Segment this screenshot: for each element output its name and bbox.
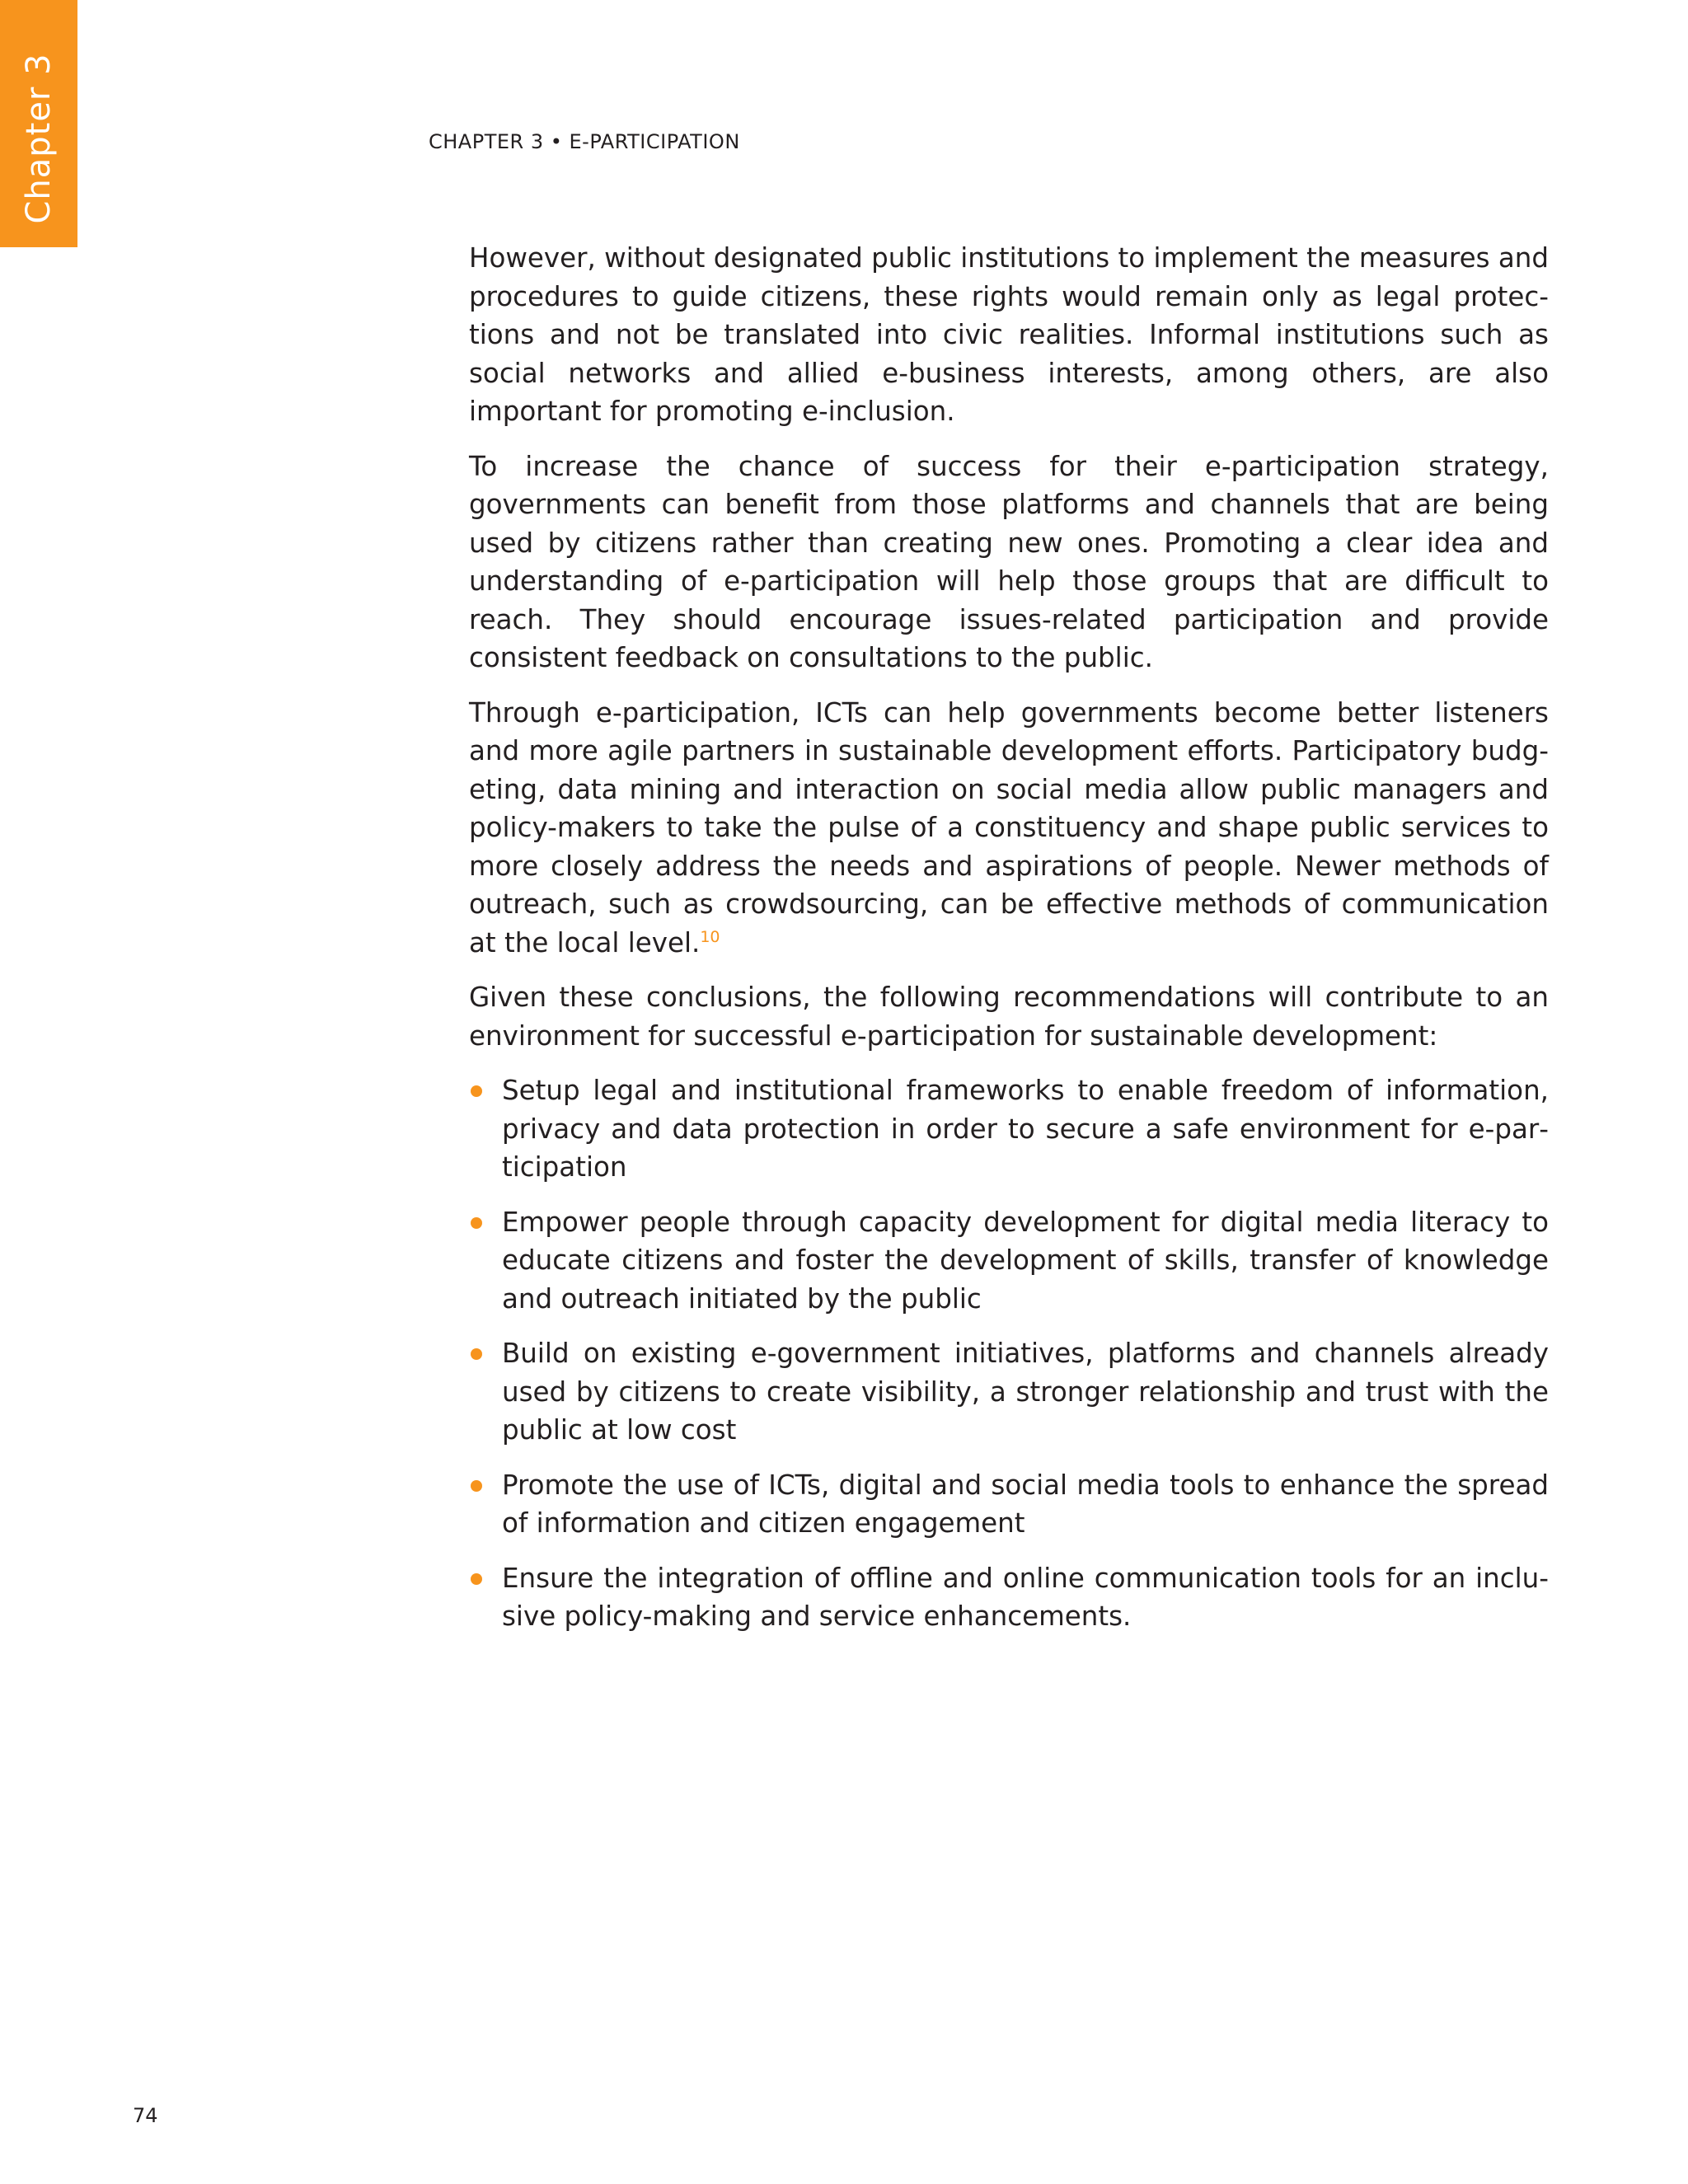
list-item-text: Setup legal and institutional frameworks to enable freedom of information, privacy and data protection in order to secure a safe environment for e-participation <box>502 1075 1549 1183</box>
paragraph-text: Through e-participation, ICTs can help governments become better listeners and more agile partners in sustainable development efforts. Participatory budgeting, data mining and interaction on social media allow public managers and policy-makers to take the pulse of a constituency and shape public services to more closely address the needs and aspirations of people. Newer methods of outreach, such as crowdsourcing, can be effective methods of communication at the local level. <box>469 696 1549 958</box>
list-item <box>469 1466 1549 1543</box>
paragraph-text: Given these conclusions, the following recommendations will contribute to an environment for successful e-participation for sustainable development: <box>469 982 1549 1052</box>
list-item-text: Empower people through capacity development for digital media literacy to educate citizens and foster the development of skills, transfer of knowledge and outreach initiated by the public <box>502 1206 1549 1315</box>
paragraph <box>469 978 1549 1055</box>
bullet-icon <box>471 1085 482 1097</box>
bullet-icon <box>471 1217 482 1229</box>
bullet-icon <box>471 1348 482 1360</box>
list-item-text: Ensure the integration of offline and online communication tools for an inclusive policy-making and service enhancements. <box>502 1562 1549 1632</box>
paragraph <box>469 694 1549 963</box>
footnote-reference: 10 <box>700 927 720 946</box>
body-text <box>469 239 1549 1652</box>
paragraph <box>469 448 1549 677</box>
list-item-text: Promote the use of ICTs, digital and social media tools to enhance the spread of information and citizen engagement <box>502 1469 1549 1539</box>
list-item <box>469 1203 1549 1319</box>
list-item <box>469 1071 1549 1187</box>
paragraph-text: However, without designated public institutions to implement the measures and procedures to guide citizens, these rights would remain only as legal protections and not be translated into civic realities. Informal institutions such as social networks and allied e-business interests, among others, are also important for promoting e-inclusion. <box>469 242 1549 427</box>
chapter-tab <box>0 0 77 247</box>
bullet-icon <box>471 1573 482 1585</box>
paragraph-text: To increase the chance of success for their e-participation strategy, governments can benefit from those platforms and channels that are being used by citizens rather than creating new ones. Promoting a clear idea and understanding of e-participation will help those groups that are difficult to reach. They should encourage issues-related participation and provide consistent feedback on consultations to the public. <box>469 450 1549 673</box>
running-header: CHAPTER 3 • E-PARTICIPATION <box>429 130 740 153</box>
chapter-tab-label: Chapter 3 <box>20 53 58 224</box>
list-item <box>469 1559 1549 1636</box>
paragraph <box>469 239 1549 431</box>
bullet-icon <box>471 1480 482 1492</box>
list-item <box>469 1334 1549 1450</box>
page-number: 74 <box>133 2104 158 2127</box>
list-item-text: Build on existing e-government initiatives, platforms and channels already used by citizens to create visibility, a stronger relationship and trust with the public at low cost <box>502 1338 1549 1446</box>
recommendations-list <box>469 1071 1549 1636</box>
